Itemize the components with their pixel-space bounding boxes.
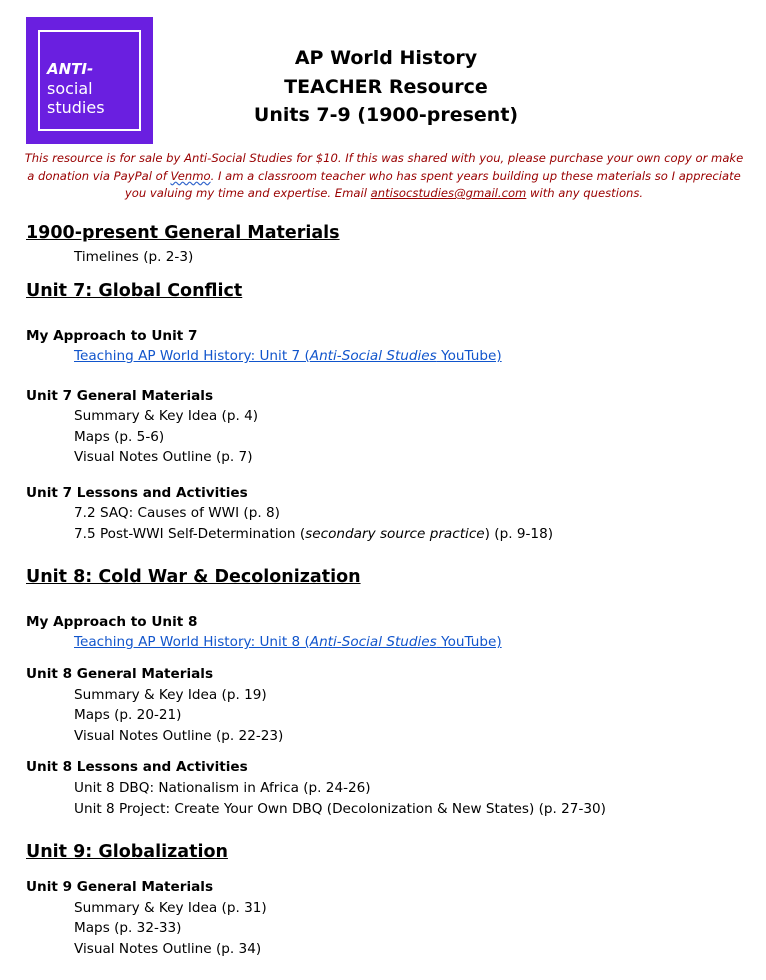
unit9-heading: Unit 9: Globalization — [26, 842, 228, 862]
purchase-notice — [24, 150, 744, 203]
unit7-link-text-a: Teaching AP World History: Unit 7 ( — [74, 348, 310, 364]
logo-line-2: social — [47, 79, 93, 98]
unit9-general-item: Summary & Key Idea (p. 31) — [74, 900, 267, 916]
notice-venmo: Venmo — [170, 168, 211, 183]
unit8-general-item: Visual Notes Outline (p. 22-23) — [74, 728, 284, 744]
unit7-general-item: Maps (p. 5-6) — [74, 429, 165, 445]
unit8-general-item: Summary & Key Idea (p. 19) — [74, 687, 267, 703]
unit8-heading: Unit 8: Cold War & Decolonization — [26, 567, 361, 587]
unit8-link-text-c: YouTube) — [436, 634, 502, 650]
general-item-timelines: Timelines (p. 2-3) — [74, 249, 194, 265]
unit7-general-item: Visual Notes Outline (p. 7) — [74, 449, 253, 465]
unit7-lesson-item: 7.2 SAQ: Causes of WWI (p. 8) — [74, 505, 280, 521]
logo-frame — [38, 30, 141, 131]
unit8-general-heading: Unit 8 General Materials — [26, 666, 214, 682]
title-line-3: Units 7-9 (1900-present) — [253, 104, 519, 126]
unit8-general-item: Maps (p. 20-21) — [74, 707, 182, 723]
notice-text-1: This resource is for sale by Anti-Social Studies for $10. If this was shared with you, please purchase your own copy or make a donation via PayPal of — [24, 151, 744, 183]
unit7-approach-heading: My Approach to Unit 7 — [26, 328, 198, 344]
notice-email-link[interactable]: antisocstudies@gmail.com — [370, 186, 527, 201]
logo-text — [47, 60, 105, 117]
unit7-general-heading: Unit 7 General Materials — [26, 388, 214, 404]
unit7-lesson2-text-b: secondary source practice — [305, 526, 485, 542]
unit7-youtube-link[interactable] — [74, 347, 502, 365]
title-line-1: AP World History — [294, 47, 478, 69]
unit7-lesson2-text-a: 7.5 Post-WWI Self-Determination ( — [74, 526, 306, 542]
unit8-link-text-b: Anti-Social Studies — [309, 634, 437, 650]
unit8-lesson-item: Unit 8 DBQ: Nationalism in Africa (p. 24-26) — [74, 780, 371, 796]
unit7-lesson-item — [74, 525, 553, 543]
unit7-lessons-heading: Unit 7 Lessons and Activities — [26, 485, 248, 501]
unit8-approach-heading: My Approach to Unit 8 — [26, 614, 198, 630]
general-materials-heading: 1900-present General Materials — [26, 223, 340, 243]
unit7-link-text-c: YouTube) — [436, 348, 502, 364]
notice-text-3: with any questions. — [526, 186, 644, 201]
notice-text-2: . I am a classroom teacher who has spent years building up these materials so I appreciate you valuing my time and expertise. Email — [124, 168, 741, 201]
unit8-link-text-a: Teaching AP World History: Unit 8 ( — [74, 634, 310, 650]
unit7-link-text-b: Anti-Social Studies — [309, 348, 437, 364]
logo-line-1: ANTI- — [47, 60, 94, 78]
document-title — [190, 44, 582, 130]
unit7-heading: Unit 7: Global Conflict — [26, 281, 243, 301]
unit9-general-heading: Unit 9 General Materials — [26, 879, 214, 895]
unit9-general-item: Visual Notes Outline (p. 34) — [74, 941, 262, 957]
unit8-lessons-heading: Unit 8 Lessons and Activities — [26, 759, 248, 775]
unit8-youtube-link[interactable] — [74, 633, 502, 651]
unit8-lesson-item: Unit 8 Project: Create Your Own DBQ (Decolonization & New States) (p. 27-30) — [74, 801, 606, 817]
unit9-general-item: Maps (p. 32-33) — [74, 920, 182, 936]
unit7-lesson2-text-c: ) (p. 9-18) — [484, 526, 554, 542]
unit7-general-item: Summary & Key Idea (p. 4) — [74, 408, 259, 424]
anti-social-studies-logo — [26, 17, 153, 144]
logo-line-3: studies — [47, 98, 105, 117]
title-line-2: TEACHER Resource — [284, 75, 488, 98]
